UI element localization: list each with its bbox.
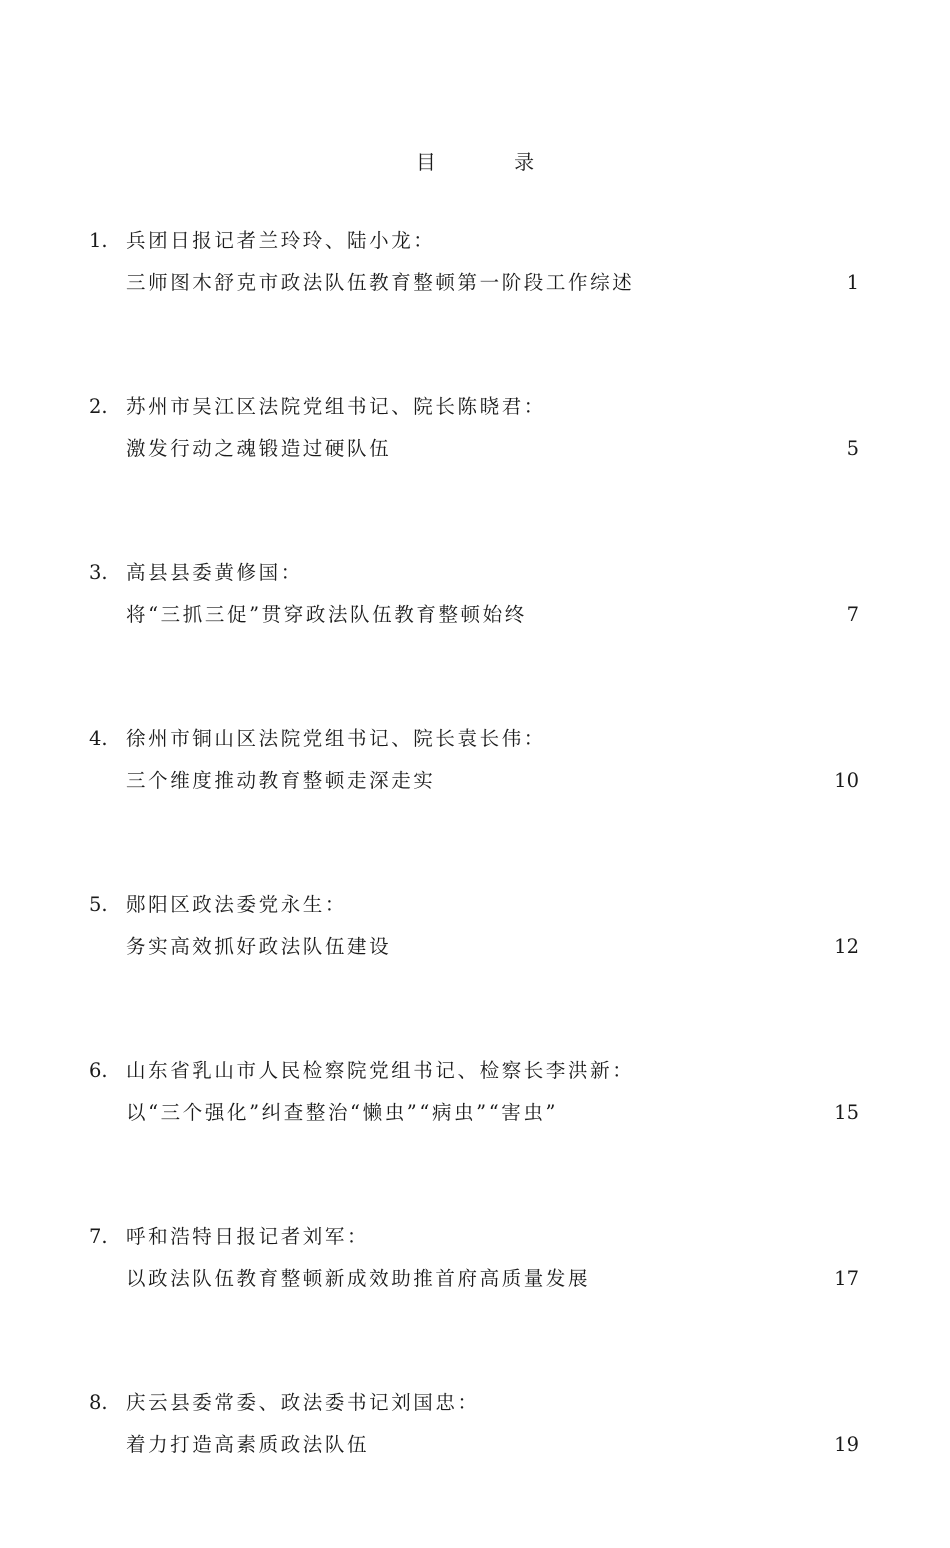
- toc-author: 呼和浩特日报记者刘军：: [126, 1225, 370, 1248]
- toc-number: 5.: [89, 893, 108, 916]
- toc-entry[interactable]: [0, 1050, 950, 1216]
- toc-page-number: 19: [834, 1432, 859, 1456]
- toc-entry[interactable]: [0, 386, 950, 552]
- toc-author: 山东省乳山市人民检察院党组书记、检察长李洪新：: [126, 1059, 635, 1082]
- toc-author: 苏州市吴江区法院党组书记、院长陈晓君：: [126, 395, 546, 418]
- toc-entry[interactable]: [0, 220, 950, 386]
- toc-title[interactable]: 着力打造高素质政法队伍: [126, 1432, 370, 1456]
- toc-page-number: 10: [834, 768, 859, 792]
- toc-number: 3.: [89, 561, 108, 584]
- toc-page-number: 5: [846, 436, 859, 460]
- toc-author: 高县县委黄修国：: [126, 561, 303, 584]
- toc-title[interactable]: 将“三抓三促”贯穿政法队伍教育整顿始终: [126, 602, 527, 626]
- toc-page-number: 1: [846, 270, 859, 294]
- toc-author-line: [0, 1216, 950, 1258]
- toc-author-line: [0, 220, 950, 262]
- page-title: 目 录: [415, 150, 571, 174]
- toc-title-line: [0, 428, 950, 470]
- toc-author-line: [0, 386, 950, 428]
- toc-title[interactable]: 以政法队伍教育整顿新成效助推首府高质量发展: [126, 1266, 591, 1290]
- toc-page-number: 12: [834, 934, 859, 958]
- toc-title-line: [0, 1092, 950, 1134]
- toc-page-number: 17: [834, 1266, 859, 1290]
- toc-title-line: [0, 760, 950, 802]
- table-of-contents: [0, 220, 950, 1548]
- toc-author-line: [0, 1382, 950, 1424]
- toc-entry[interactable]: [0, 718, 950, 884]
- toc-entry[interactable]: [0, 884, 950, 1050]
- toc-number: 4.: [89, 727, 108, 750]
- toc-author-line: [0, 552, 950, 594]
- toc-entry[interactable]: [0, 1216, 950, 1382]
- toc-author: 庆云县委常委、政法委书记刘国忠：: [126, 1391, 480, 1414]
- toc-title[interactable]: 三师图木舒克市政法队伍教育整顿第一阶段工作综述: [126, 270, 635, 294]
- toc-author-line: [0, 884, 950, 926]
- toc-title[interactable]: 三个维度推动教育整顿走深走实: [126, 768, 436, 792]
- toc-title-line: [0, 1258, 950, 1300]
- toc-entry[interactable]: [0, 552, 950, 718]
- toc-author: 徐州市铜山区法院党组书记、院长袁长伟：: [126, 727, 546, 750]
- toc-title[interactable]: 务实高效抓好政法队伍建设: [126, 934, 392, 958]
- toc-number: 8.: [89, 1391, 108, 1414]
- toc-title[interactable]: 以“三个强化”纠查整治“懒虫”“病虫”“害虫”: [126, 1100, 559, 1124]
- toc-title-line: [0, 926, 950, 968]
- toc-title-line: [0, 594, 950, 636]
- toc-number: 1.: [89, 229, 108, 252]
- toc-title[interactable]: 激发行动之魂锻造过硬队伍: [126, 436, 392, 460]
- toc-title-line: [0, 1424, 950, 1466]
- toc-page-number: 15: [834, 1100, 859, 1124]
- toc-title-line: [0, 262, 950, 304]
- toc-number: 6.: [89, 1059, 108, 1082]
- toc-author-line: [0, 1050, 950, 1092]
- toc-author: 兵团日报记者兰玲玲、陆小龙：: [126, 229, 436, 252]
- toc-entry[interactable]: [0, 1382, 950, 1548]
- toc-number: 2.: [89, 395, 108, 418]
- toc-author-line: [0, 718, 950, 760]
- toc-author: 郧阳区政法委党永生：: [126, 893, 348, 916]
- toc-number: 7.: [89, 1225, 108, 1248]
- toc-page-number: 7: [846, 602, 859, 626]
